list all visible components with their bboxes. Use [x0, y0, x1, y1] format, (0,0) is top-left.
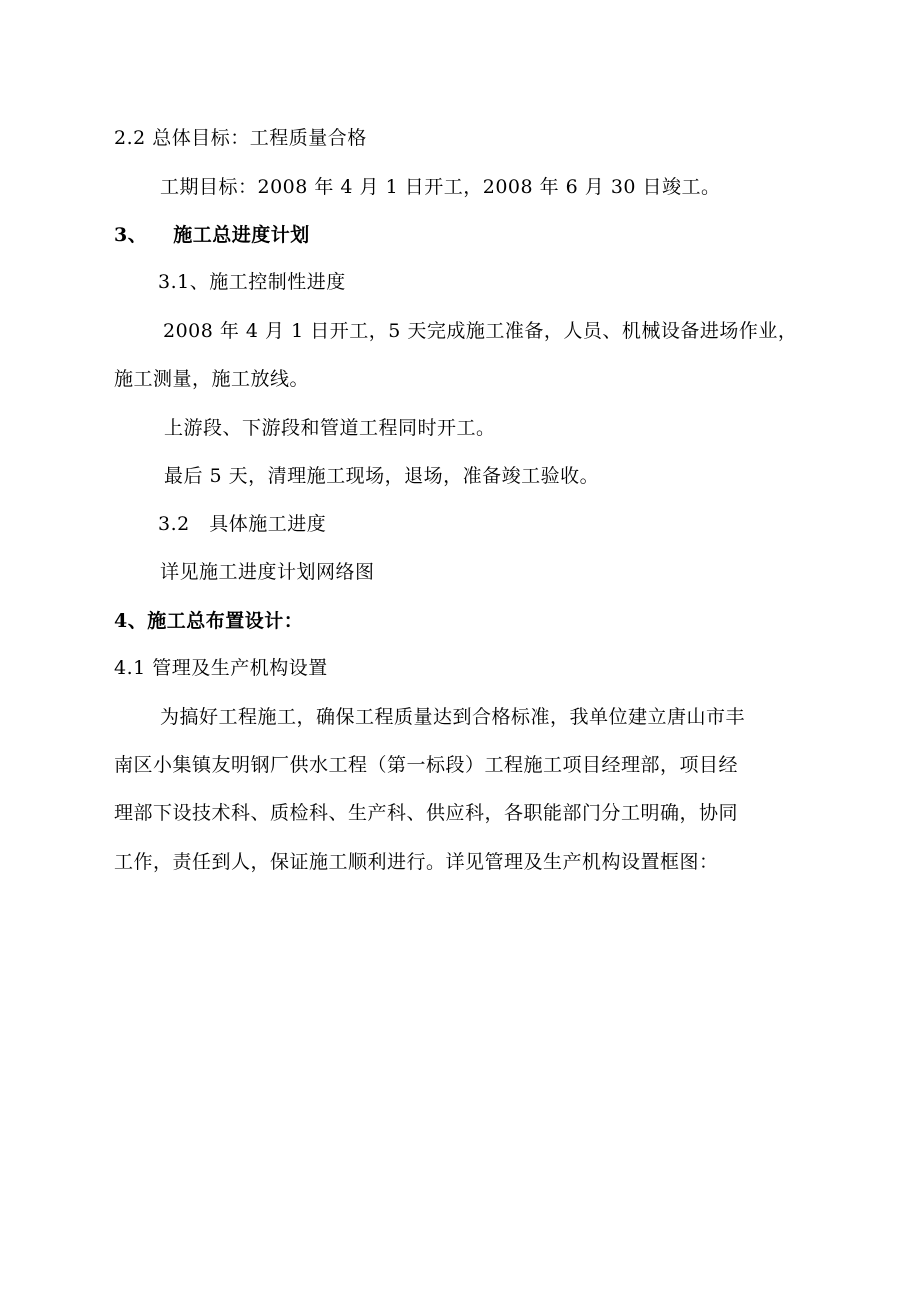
paragraph-1-line-1: 2008 年 4 月 1 日开工，5 天完成施工准备，人员、机械设备进场作业，	[163, 320, 798, 342]
section-3-number: 3、	[114, 224, 148, 246]
paragraph-2: 上游段、下游段和管道工程同时开工。	[164, 417, 496, 439]
section-4-heading: 4、施工总布置设计：	[114, 610, 304, 632]
schedule-goal-text: 工期目标：2008 年 4 月 1 日开工，2008 年 6 月 30 日竣工。	[160, 176, 721, 198]
paragraph-5-line-4: 工作，责任到人，保证施工顺利进行。详见管理及生产机构设置框图：	[114, 851, 719, 873]
paragraph-5-line-3: 理部下设技术科、质检科、生产科、供应科，各职能部门分工明确，协同	[114, 802, 739, 824]
section-3-heading	[114, 223, 310, 247]
paragraph-4: 详见施工进度计划网络图	[160, 561, 375, 583]
section-3-2-heading: 3.2 具体施工进度	[158, 513, 327, 535]
paragraph-1-line-2: 施工测量，施工放线。	[114, 368, 310, 390]
paragraph-5-line-1: 为搞好工程施工，确保工程质量达到合格标准，我单位建立唐山市丰	[160, 706, 746, 728]
section-3-title: 施工总进度计划	[173, 224, 310, 246]
section-3-1-heading: 3.1、施工控制性进度	[158, 271, 346, 293]
paragraph-5-line-2: 南区小集镇友明钢厂供水工程（第一标段）工程施工项目经理部，项目经	[114, 754, 739, 776]
section-4-1-heading: 4.1 管理及生产机构设置	[114, 657, 328, 679]
paragraph-3: 最后 5 天，清理施工现场，退场，准备竣工验收。	[164, 465, 600, 487]
section-2-2-heading: 2.2 总体目标：工程质量合格	[114, 127, 367, 149]
